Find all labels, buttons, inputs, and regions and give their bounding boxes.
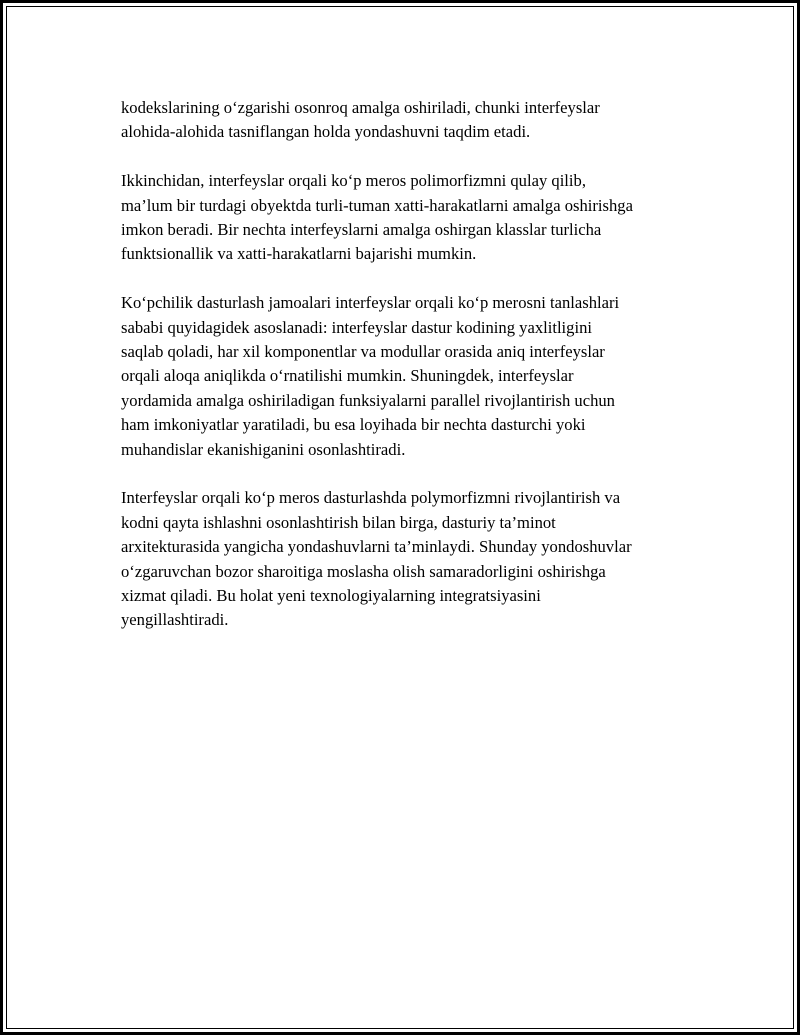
paragraph-line: Interfeyslar orqali ko‘p meros dasturlashda polymorfizmni rivojlantirish va (121, 488, 621, 508)
paragraph-line: ham imkoniyatlar yaratiladi, bu esa loyihada bir nechta dasturchi yoki (121, 415, 586, 435)
paragraph-line: orqali aloqa aniqlikda o‘rnatilishi mumkin. Shuningdek, interfeyslar (121, 366, 574, 386)
paragraph-3 (121, 291, 701, 462)
paragraph-line: Ko‘pchilik dasturlash jamoalari interfeyslar orqali ko‘p merosni tanlashlari (121, 293, 620, 313)
paragraph-line: Ikkinchidan, interfeyslar orqali ko‘p meros polimorfizmni qulay qilib, (121, 171, 586, 191)
paragraph-line: imkon beradi. Bir nechta interfeyslarni amalga oshirgan klasslar turlicha (121, 220, 602, 240)
paragraph-line: yengillashtiradi. (121, 610, 229, 630)
paragraph-4 (121, 486, 701, 632)
paragraph-line: arxitekturasida yangicha yondashuvlarni ta’minlaydi. Shunday yondoshuvlar (121, 537, 632, 557)
paragraph-1 (121, 96, 701, 145)
paragraph-line: muhandislar ekanishiganini osonlashtiradi. (121, 439, 406, 459)
paragraph-line: xizmat qiladi. Bu holat yeni texnologiyalarning integratsiyasini (121, 586, 541, 606)
paragraph-line: funktsionallik va xatti-harakatlarni bajarishi mumkin. (121, 244, 477, 264)
paragraph-line: kodni qayta ishlashni osonlashtirish bilan birga, dasturiy ta’minot (121, 512, 556, 532)
paragraph-line: kodekslarining o‘zgarishi osonroq amalga oshiriladi, chunki interfeyslar (121, 98, 600, 117)
paragraph-line: ma’lum bir turdagi obyektda turli-tuman xatti-harakatlarni amalga oshirishga (121, 195, 633, 215)
paragraph-line: yordamida amalga oshiriladigan funksiyalarni parallel rivojlantirish uchun (121, 390, 615, 410)
paragraph-2 (121, 169, 701, 267)
paragraph-line: sababi quyidagidek asoslanadi: interfeyslar dastur kodining yaxlitligini (121, 317, 592, 337)
paragraph-line: alohida-alohida tasniflangan holda yondashuvni taqdim etadi. (121, 122, 531, 142)
document-body (121, 96, 701, 657)
paragraph-line: o‘zgaruvchan bozor sharoitiga moslasha olish samaradorligini oshirishga (121, 561, 606, 581)
paragraph-line: saqlab qoladi, har xil komponentlar va modullar orasida aniq interfeyslar (121, 342, 605, 362)
